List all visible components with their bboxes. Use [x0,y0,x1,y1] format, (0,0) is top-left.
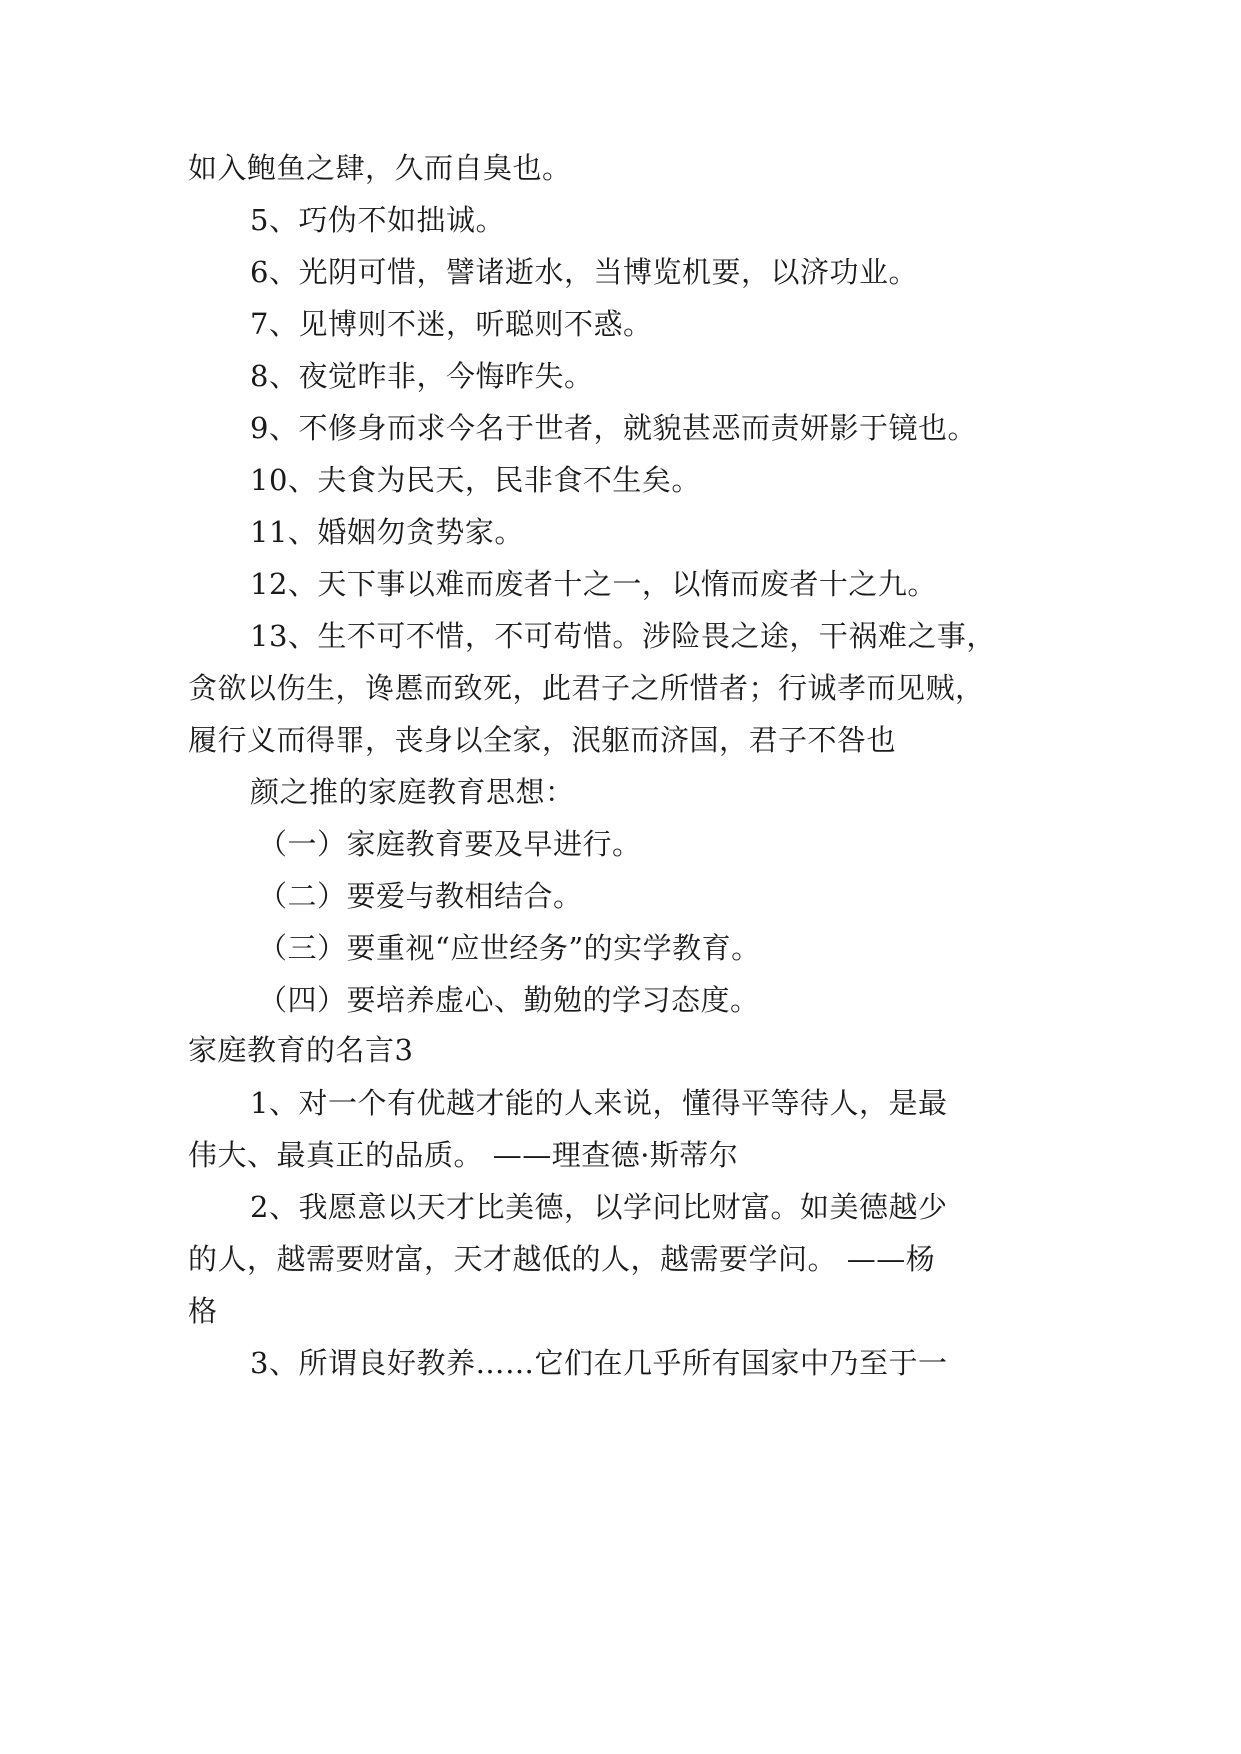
quote-item-11: 11、婚姻勿贪势家。 [250,515,524,549]
thought-item-3: （三）要重视“应世经务”的实学教育。 [258,931,761,965]
thought-item-1: （一）家庭教育要及早进行。 [258,827,642,861]
quote-item-5: 5、巧伪不如拙诚。 [250,203,505,237]
quote3-item-2-cont-1: 的人，越需要财富，天才越低的人，越需要学问。 ——杨 [188,1242,936,1276]
quote3-item-2: 2、我愿意以天才比美德，以学问比财富。如美德越少 [250,1190,948,1224]
thought-item-4: （四）要培养虚心、勤勉的学习态度。 [258,983,760,1017]
quote-item-13: 13、生不可不惜，不可苟惜。涉险畏之途，干祸难之事， [250,619,996,653]
quote3-item-1: 1、对一个有优越才能的人来说，懂得平等待人，是最 [250,1086,948,1120]
quote-item-9: 9、不修身而求今名于世者，就貌甚恶而责妍影于镜也。 [250,411,977,445]
quote3-item-3: 3、所谓良好教养……它们在几乎所有国家中乃至于一 [250,1346,948,1380]
quote3-item-2-cont-2: 格 [188,1294,218,1328]
quote3-item-1-cont: 伟大、最真正的品质。 ——理查德·斯蒂尔 [188,1138,739,1172]
section-heading-education-thoughts: 颜之推的家庭教育思想： [250,775,575,809]
text-line-1: 如入鲍鱼之肆，久而自臭也。 [188,151,572,185]
quote-item-6: 6、光阴可惜，譬诸逝水，当博览机要，以济功业。 [250,255,918,289]
quote-item-10: 10、夫食为民天，民非食不生矣。 [250,463,701,497]
thought-item-2: （二）要爱与教相结合。 [258,879,583,913]
quote-item-12: 12、天下事以难而废者十之一，以惰而废者十之九。 [250,567,937,601]
section-title-quotes-3: 家庭教育的名言3 [188,1033,414,1067]
quote-item-13-cont-1: 贪欲以伤生，谗慝而致死，此君子之所惜者；行诚孝而见贼， [188,671,985,705]
quote-item-7: 7、见博则不迷，听聪则不惑。 [250,307,653,341]
quote-item-8: 8、夜觉昨非，今悔昨失。 [250,359,594,393]
quote-item-13-cont-2: 履行义而得罪，丧身以全家，泯躯而济国，君子不咎也 [188,723,897,757]
